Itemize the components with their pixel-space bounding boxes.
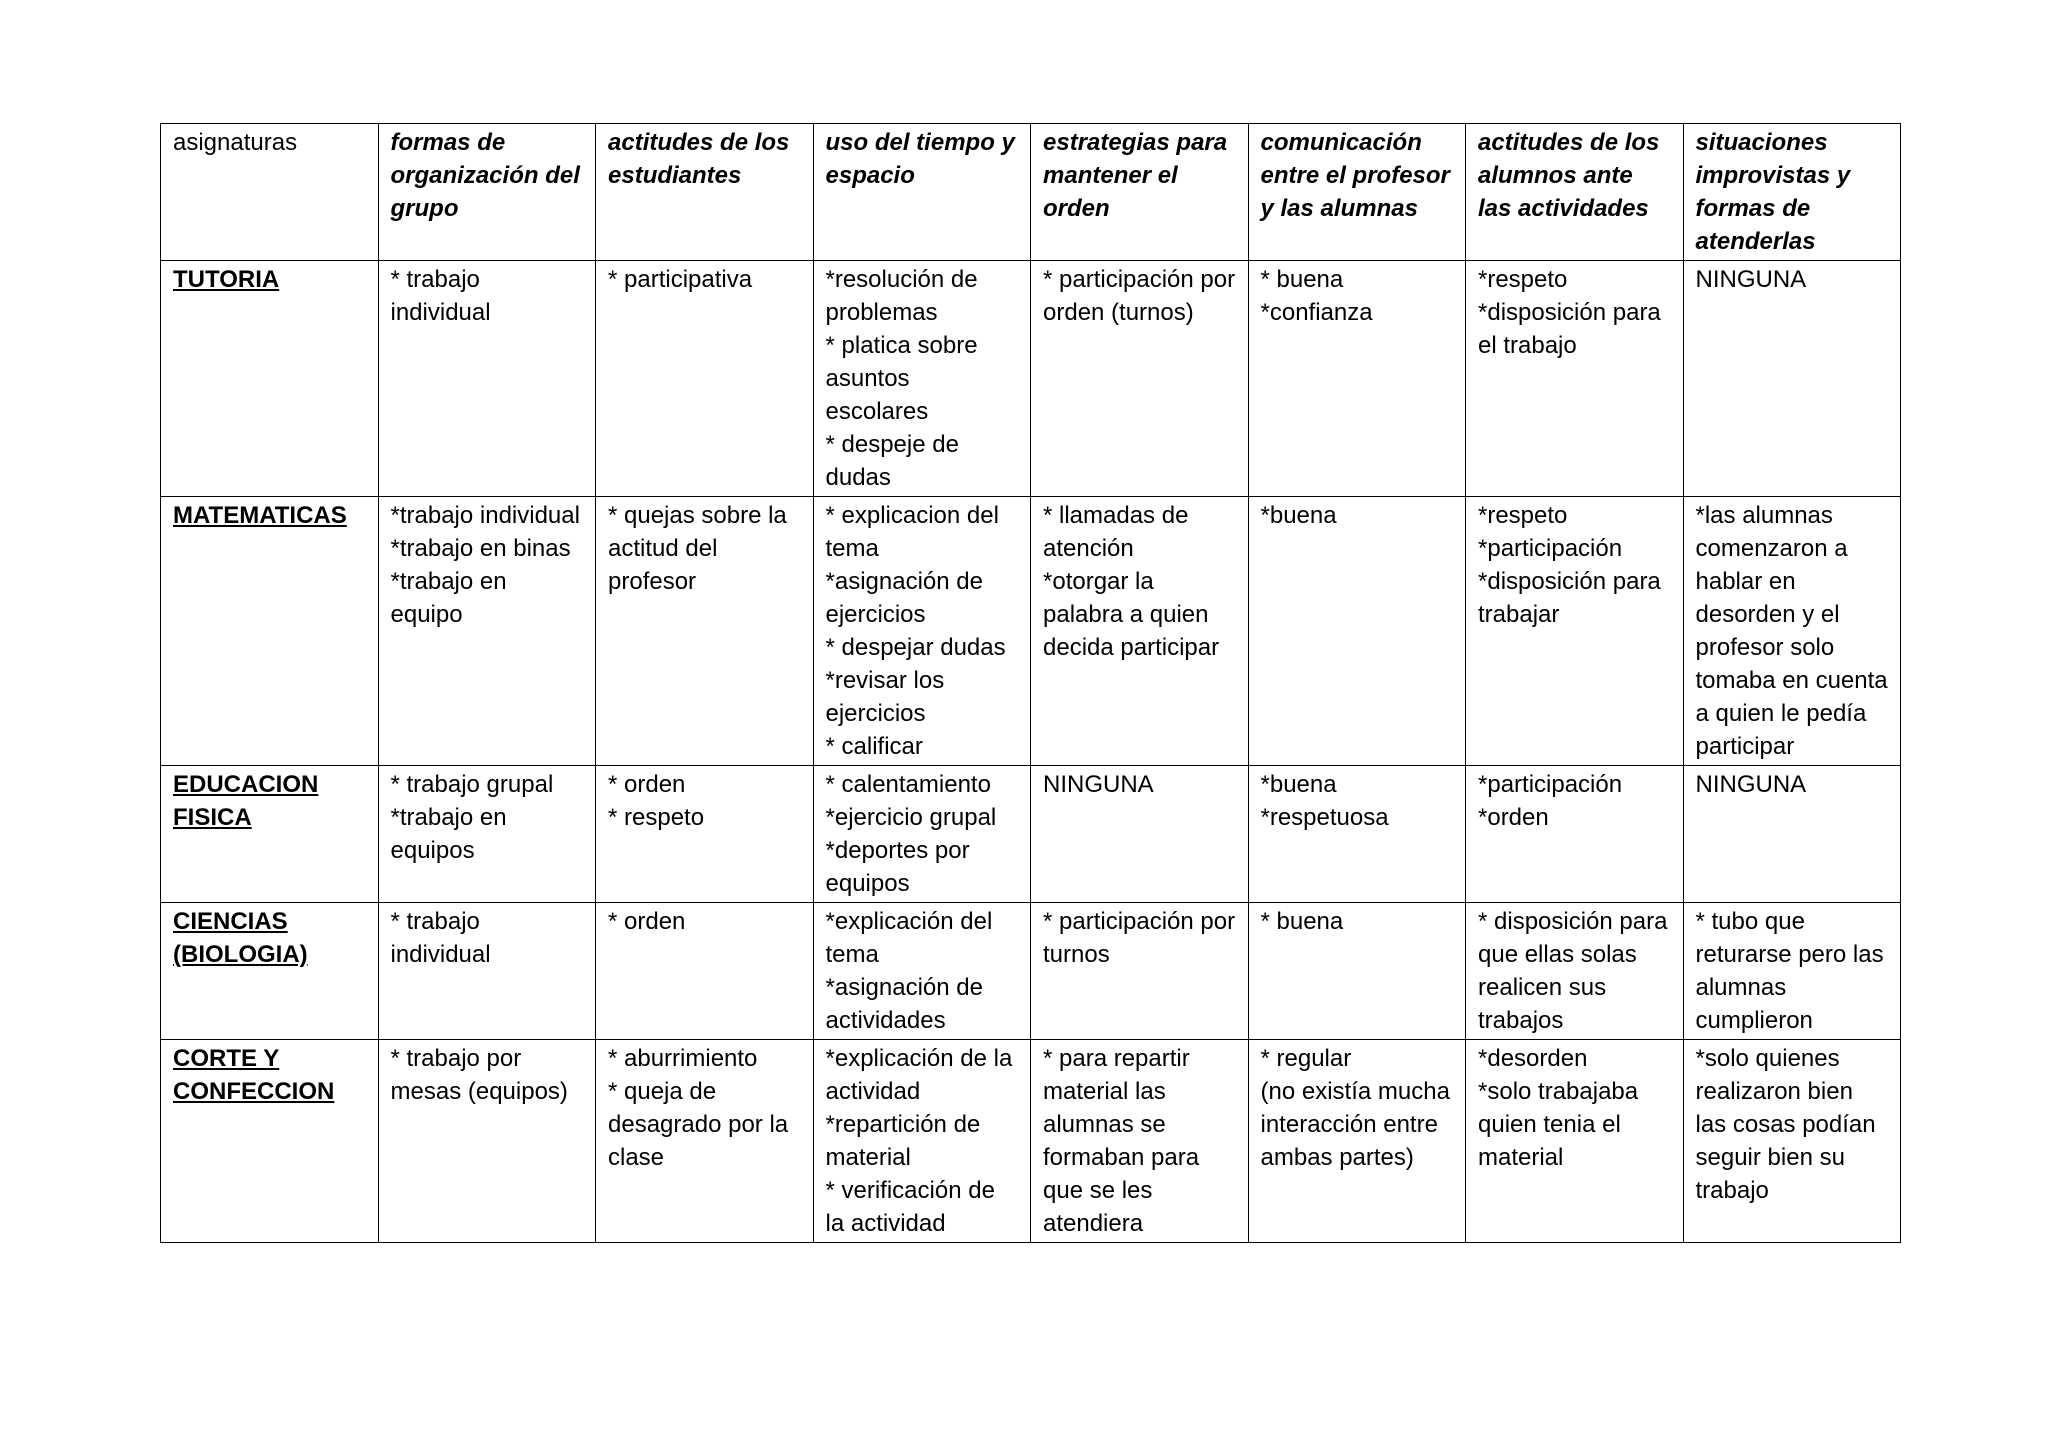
cell-line: *participación (1478, 535, 1623, 562)
subject-cell (161, 903, 379, 1040)
cell-line: *respetuosa (1260, 804, 1389, 831)
cell-line: (no existía mucha interacción entre ambas partes) (1260, 1078, 1450, 1171)
header-uso-tiempo-espacio: uso del tiempo y espacio (813, 124, 1031, 261)
cell-line: NINGUNA (1695, 771, 1807, 798)
cell-actitudes-actividades (1466, 497, 1684, 766)
subject-cell (161, 1040, 379, 1243)
cell-line: *desorden (1478, 1045, 1588, 1072)
cell-line: *confianza (1260, 299, 1373, 326)
cell-line: * explicacion del tema (825, 502, 999, 562)
cell-line: *ejercicio grupal (825, 804, 997, 831)
cell-comunicacion (1248, 766, 1466, 903)
cell-line: *explicación de la actividad (825, 1045, 1013, 1105)
cell-line: *asignación de actividades (825, 974, 983, 1034)
cell-line: *participación (1478, 771, 1623, 798)
cell-actitudes-actividades (1466, 261, 1684, 497)
cell-situaciones-improvistas (1683, 497, 1901, 766)
cell-actitudes-estudiantes (596, 766, 814, 903)
header-situaciones-improvistas: situaciones improvistas y formas de atenderlas (1683, 124, 1901, 261)
cell-line: *solo trabajaba quien tenia el material (1478, 1078, 1639, 1171)
cell-line: * trabajo individual (390, 266, 491, 326)
subject-name: MATEMATICAS (173, 502, 347, 529)
cell-line: * aburrimiento (608, 1045, 758, 1072)
cell-line: * participación por orden (turnos) (1043, 266, 1236, 326)
cell-line: * buena (1260, 266, 1344, 293)
cell-formas-organizacion (378, 1040, 596, 1243)
table-row-corte-confeccion (161, 1040, 1901, 1243)
cell-comunicacion (1248, 497, 1466, 766)
cell-line: * trabajo individual (390, 908, 491, 968)
cell-line: NINGUNA (1695, 266, 1807, 293)
cell-line: * trabajo grupal (390, 771, 554, 798)
cell-actitudes-actividades (1466, 1040, 1684, 1243)
header-estrategias-orden: estrategias para mantener el orden (1031, 124, 1249, 261)
cell-estrategias-orden (1031, 766, 1249, 903)
cell-formas-organizacion (378, 261, 596, 497)
cell-line: *explicación del tema (825, 908, 993, 968)
table-row-tutoria (161, 261, 1901, 497)
table-row-educacion-fisica (161, 766, 1901, 903)
cell-line: * respeto (608, 804, 705, 831)
cell-estrategias-orden (1031, 261, 1249, 497)
header-comunicacion: comunicación entre el profesor y las alumnas (1248, 124, 1466, 261)
cell-line: * llamadas de atención (1043, 502, 1189, 562)
cell-formas-organizacion (378, 766, 596, 903)
cell-formas-organizacion (378, 497, 596, 766)
subject-cell (161, 766, 379, 903)
cell-line: *orden (1478, 804, 1549, 831)
header-asignaturas: asignaturas (161, 124, 379, 261)
cell-line: *otorgar la palabra a quien decida participar (1043, 568, 1220, 661)
cell-situaciones-improvistas (1683, 903, 1901, 1040)
cell-comunicacion (1248, 1040, 1466, 1243)
header-row (161, 124, 1901, 261)
cell-estrategias-orden (1031, 497, 1249, 766)
cell-uso-tiempo-espacio (813, 497, 1031, 766)
cell-situaciones-improvistas (1683, 261, 1901, 497)
cell-line: * regular (1260, 1045, 1352, 1072)
header-formas-organizacion: formas de organización del grupo (378, 124, 596, 261)
cell-formas-organizacion (378, 903, 596, 1040)
cell-line: *resolución de problemas (825, 266, 978, 326)
cell-comunicacion (1248, 261, 1466, 497)
cell-line: * despejar dudas (825, 634, 1006, 661)
cell-line: * verificación de la actividad (825, 1177, 995, 1237)
observation-table (160, 123, 1901, 1243)
cell-situaciones-improvistas (1683, 766, 1901, 903)
cell-line: *asignación de ejercicios (825, 568, 983, 628)
cell-line: *deportes por equipos (825, 837, 970, 897)
cell-line: * quejas sobre la actitud del profesor (608, 502, 787, 595)
cell-line: *trabajo en equipos (390, 804, 507, 864)
cell-line: *revisar los ejercicios (825, 667, 945, 727)
cell-line: * buena (1260, 908, 1344, 935)
cell-line: *trabajo individual (390, 502, 580, 529)
cell-line: * calificar (825, 733, 923, 760)
cell-line: * queja de desagrado por la clase (608, 1078, 789, 1171)
cell-line: *disposición para el trabajo (1478, 299, 1661, 359)
header-actitudes-estudiantes: actitudes de los estudiantes (596, 124, 814, 261)
cell-line: *trabajo en binas (390, 535, 571, 562)
cell-actitudes-estudiantes (596, 1040, 814, 1243)
cell-uso-tiempo-espacio (813, 1040, 1031, 1243)
subject-name: CIENCIAS (BIOLOGIA) (173, 908, 308, 968)
table-row-matematicas (161, 497, 1901, 766)
cell-line: * despeje de dudas (825, 431, 959, 491)
cell-uso-tiempo-espacio (813, 261, 1031, 497)
cell-uso-tiempo-espacio (813, 766, 1031, 903)
subject-cell (161, 261, 379, 497)
cell-line: *disposición para trabajar (1478, 568, 1661, 628)
cell-actitudes-estudiantes (596, 903, 814, 1040)
cell-line: *solo quienes realizaron bien las cosas podían seguir bien su trabajo (1695, 1045, 1876, 1204)
header-actitudes-actividades: actitudes de los alumnos ante las actividades (1466, 124, 1684, 261)
cell-actitudes-estudiantes (596, 261, 814, 497)
cell-line: *las alumnas comenzaron a hablar en desorden y el profesor solo tomaba en cuenta a quien le pedía participar (1695, 502, 1888, 760)
subject-name: EDUCACION FISICA (173, 771, 319, 831)
cell-line: *buena (1260, 771, 1337, 798)
cell-comunicacion (1248, 903, 1466, 1040)
cell-line: *trabajo en equipo (390, 568, 507, 628)
subject-cell (161, 497, 379, 766)
cell-line: * orden (608, 908, 686, 935)
cell-line: * tubo que returarse pero las alumnas cumplieron (1695, 908, 1884, 1034)
cell-line: *respeto (1478, 266, 1568, 293)
cell-estrategias-orden (1031, 1040, 1249, 1243)
table-row-ciencias (161, 903, 1901, 1040)
cell-line: NINGUNA (1043, 771, 1154, 798)
cell-line: * para repartir material las alumnas se formaban para que se les atendiera (1043, 1045, 1200, 1237)
cell-estrategias-orden (1031, 903, 1249, 1040)
cell-uso-tiempo-espacio (813, 903, 1031, 1040)
cell-line: * participación por turnos (1043, 908, 1236, 968)
subject-name: TUTORIA (173, 266, 280, 293)
cell-line: * participativa (608, 266, 753, 293)
cell-line: * orden (608, 771, 686, 798)
cell-line: *buena (1260, 502, 1337, 529)
cell-actitudes-estudiantes (596, 497, 814, 766)
cell-line: * disposición para que ellas solas realicen sus trabajos (1478, 908, 1668, 1034)
cell-line: *respeto (1478, 502, 1568, 529)
cell-situaciones-improvistas (1683, 1040, 1901, 1243)
subject-name: CORTE Y CONFECCION (173, 1045, 335, 1105)
cell-line: * platica sobre asuntos escolares (825, 332, 978, 425)
cell-line: * trabajo por mesas (equipos) (390, 1045, 568, 1105)
cell-line: *repartición de material (825, 1111, 981, 1171)
cell-actitudes-actividades (1466, 903, 1684, 1040)
cell-actitudes-actividades (1466, 766, 1684, 903)
cell-line: * calentamiento (825, 771, 991, 798)
